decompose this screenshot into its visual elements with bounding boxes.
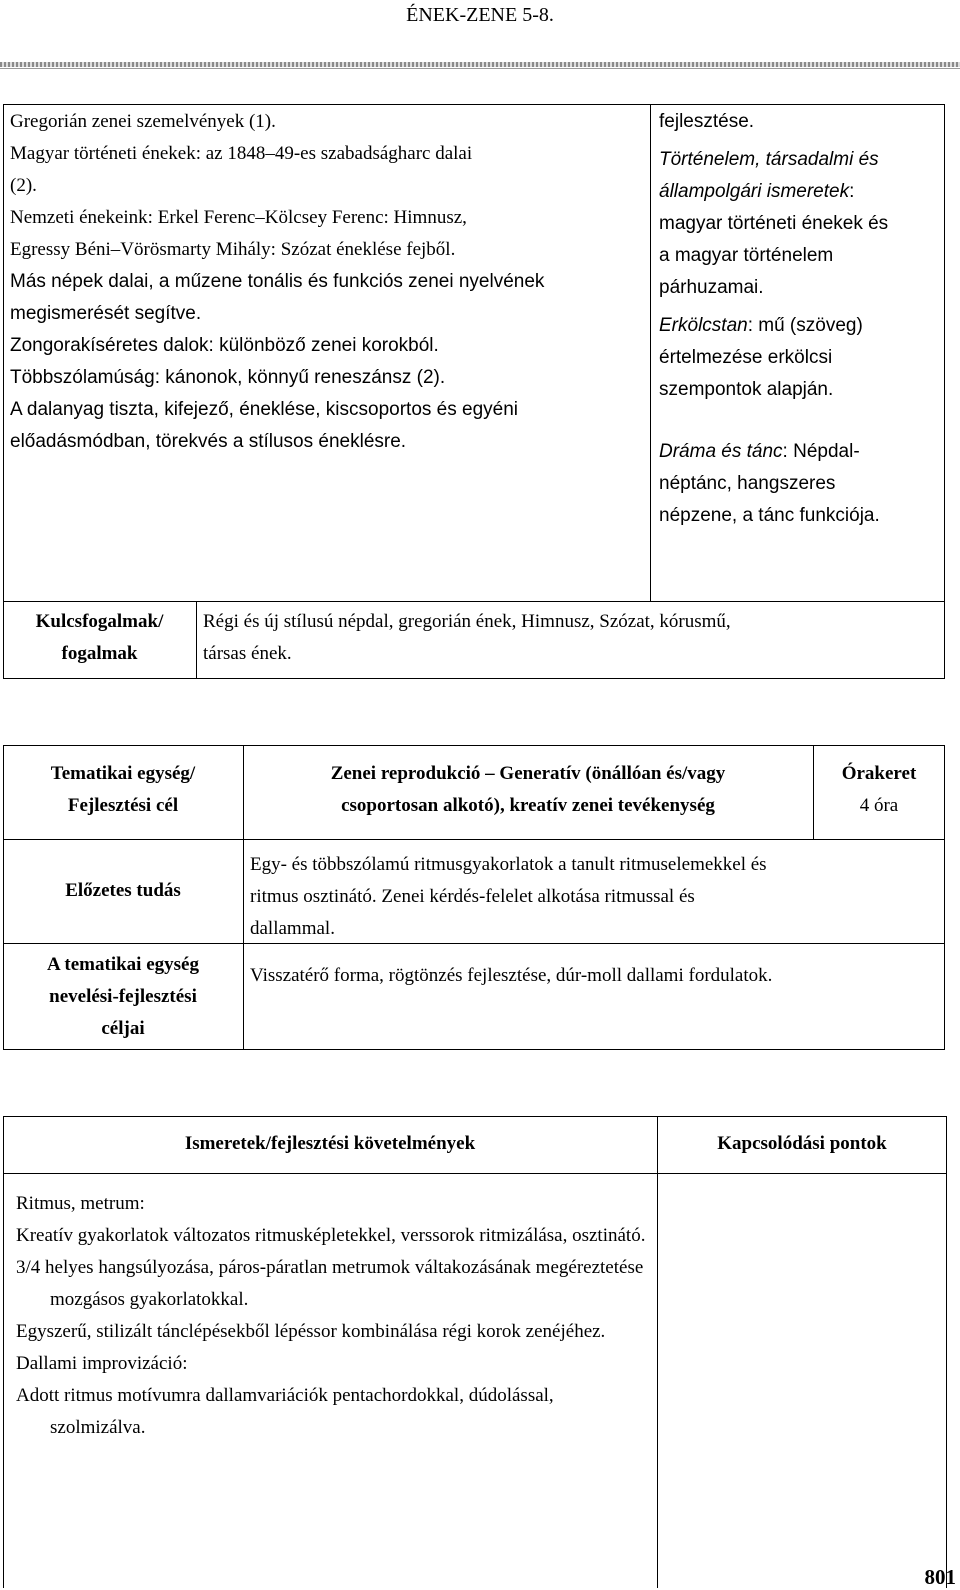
requirement-item: Adott ritmus motívumra dallamvariációk pentachordokkal, dúdolással, szolmizálva.: [16, 1385, 554, 1438]
requirement-item: 3/4 helyes hangsúlyozása, páros-páratlan metrumok váltakozásának megéreztetése mozgásos gyakorlatokkal.: [16, 1257, 644, 1310]
requirements-header: Ismeretek/fejlesztési követelmények: [184, 1133, 476, 1154]
content-line: a magyar történelem: [659, 245, 834, 266]
content-text: : Népdal-: [782, 441, 860, 462]
prior-knowledge-label: Előzetes tudás: [65, 880, 181, 901]
table1-left-content: [10, 106, 650, 458]
requirement-item: Kreatív gyakorlatok változatos ritmusképletekkel, verssorok ritmizálása, osztinátó.: [16, 1225, 646, 1246]
content-line: Más népek dalai, a műzene tonális és funkciós zenei nyelvének: [10, 271, 545, 292]
header-rule-thin: [0, 68, 960, 69]
connections-header: Kapcsolódási pontok: [717, 1133, 887, 1154]
content-text: :: [849, 181, 855, 202]
content-line: népzene, a tánc funkciója.: [659, 505, 880, 526]
page-header-title: ÉNEK-ZENE 5-8.: [406, 4, 554, 26]
thematic-unit-title: [243, 758, 813, 822]
label-line: Fejlesztési cél: [67, 795, 179, 816]
subject-ethics: Erkölcstan: [659, 315, 748, 336]
content-line: magyar történeti énekek és: [659, 213, 889, 234]
content-line: A dalanyag tiszta, kifejező, éneklése, kiscsoportos és egyéni: [10, 399, 519, 420]
table3-column-divider: [657, 1116, 658, 1588]
label-line: Tematikai egység/: [50, 763, 196, 784]
development-goals-label: [3, 949, 243, 1045]
title-line: Zenei reprodukció – Generatív (önállóan és/vagy: [330, 763, 726, 784]
goal-label-line: céljai: [101, 1018, 145, 1039]
development-goals-value: Visszatérő forma, rögtönzés fejlesztése, dúr-moll dallami fordulatok.: [250, 965, 773, 986]
requirement-item: Dallami improvizáció:: [16, 1353, 188, 1374]
header-rule: [0, 62, 960, 67]
content-line: megismerését segítve.: [10, 303, 202, 324]
key-concepts-value: [203, 606, 943, 670]
key-label-line: fogalmak: [61, 643, 138, 664]
content-line: néptánc, hangszeres: [659, 473, 836, 494]
key-value-line: Régi és új stílusú népdal, gregorián ének, Himnusz, Szózat, kórusmű,: [203, 611, 731, 632]
content-line: Gregorián zenei szemelvények (1).: [10, 111, 276, 132]
prior-line: ritmus osztinátó. Zenei kérdés-felelet alkotása ritmussal és: [250, 886, 695, 907]
goal-label-line: A tematikai egység: [47, 954, 199, 975]
requirements-list: [16, 1188, 646, 1444]
table3-header-divider: [3, 1173, 947, 1174]
content-line: előadásmódban, törekvés a stílusos éneklésre.: [10, 431, 407, 452]
table1-column-divider: [650, 104, 651, 602]
key-concepts-label: [3, 606, 196, 670]
content-line: Egressy Béni–Vörösmarty Mihály: Szózat éneklése fejből.: [10, 239, 456, 260]
goal-label-line: nevelési-fejlesztési: [49, 986, 197, 1007]
subject-history: Történelem, társadalmi és: [659, 149, 879, 170]
table1-key-divider: [196, 601, 197, 679]
table2-row-divider-1: [3, 839, 945, 840]
key-value-line: társas ének.: [203, 643, 292, 664]
subject-history: állampolgári ismeretek: [659, 181, 850, 202]
content-line: párhuzamai.: [659, 277, 764, 298]
content-line: Zongorakíséretes dalok: különböző zenei korokból.: [10, 335, 439, 356]
table1-right-content: [659, 106, 943, 532]
hours-frame: [813, 758, 945, 822]
content-text: : mű (szöveg): [747, 315, 863, 336]
content-line: (2).: [10, 175, 37, 196]
page-number: 801: [924, 1565, 956, 1589]
hours-value: 4 óra: [859, 795, 899, 816]
content-line: Többszólamúság: kánonok, könnyű reneszánsz (2).: [10, 367, 446, 388]
content-line: értelmezése erkölcsi: [659, 347, 833, 368]
subject-drama: Dráma és tánc: [659, 441, 783, 462]
requirement-item: Egyszerű, stilizált tánclépésekből lépéssor kombinálása régi korok zenéjéhez.: [16, 1321, 606, 1342]
content-line: Magyar történeti énekek: az 1848–49-es szabadságharc dalai: [10, 143, 473, 164]
prior-line: Egy- és többszólamú ritmusgyakorlatok a tanult ritmuselemekkel és: [250, 854, 767, 875]
content-line: Nemzeti énekeink: Erkel Ferenc–Kölcsey Ferenc: Himnusz,: [10, 207, 467, 228]
content-line: szempontok alapján.: [659, 379, 834, 400]
title-line: csoportosan alkotó), kreatív zenei tevékenység: [341, 795, 715, 816]
requirement-item: Ritmus, metrum:: [16, 1193, 145, 1214]
thematic-unit-label: [3, 758, 243, 822]
content-line: fejlesztése.: [659, 111, 755, 132]
prior-knowledge-value: [250, 849, 942, 945]
prior-line: dallammal.: [250, 918, 335, 939]
table1-row-divider: [3, 601, 945, 602]
key-label-line: Kulcsfogalmak/: [35, 611, 164, 632]
hours-label: Órakeret: [841, 763, 917, 784]
